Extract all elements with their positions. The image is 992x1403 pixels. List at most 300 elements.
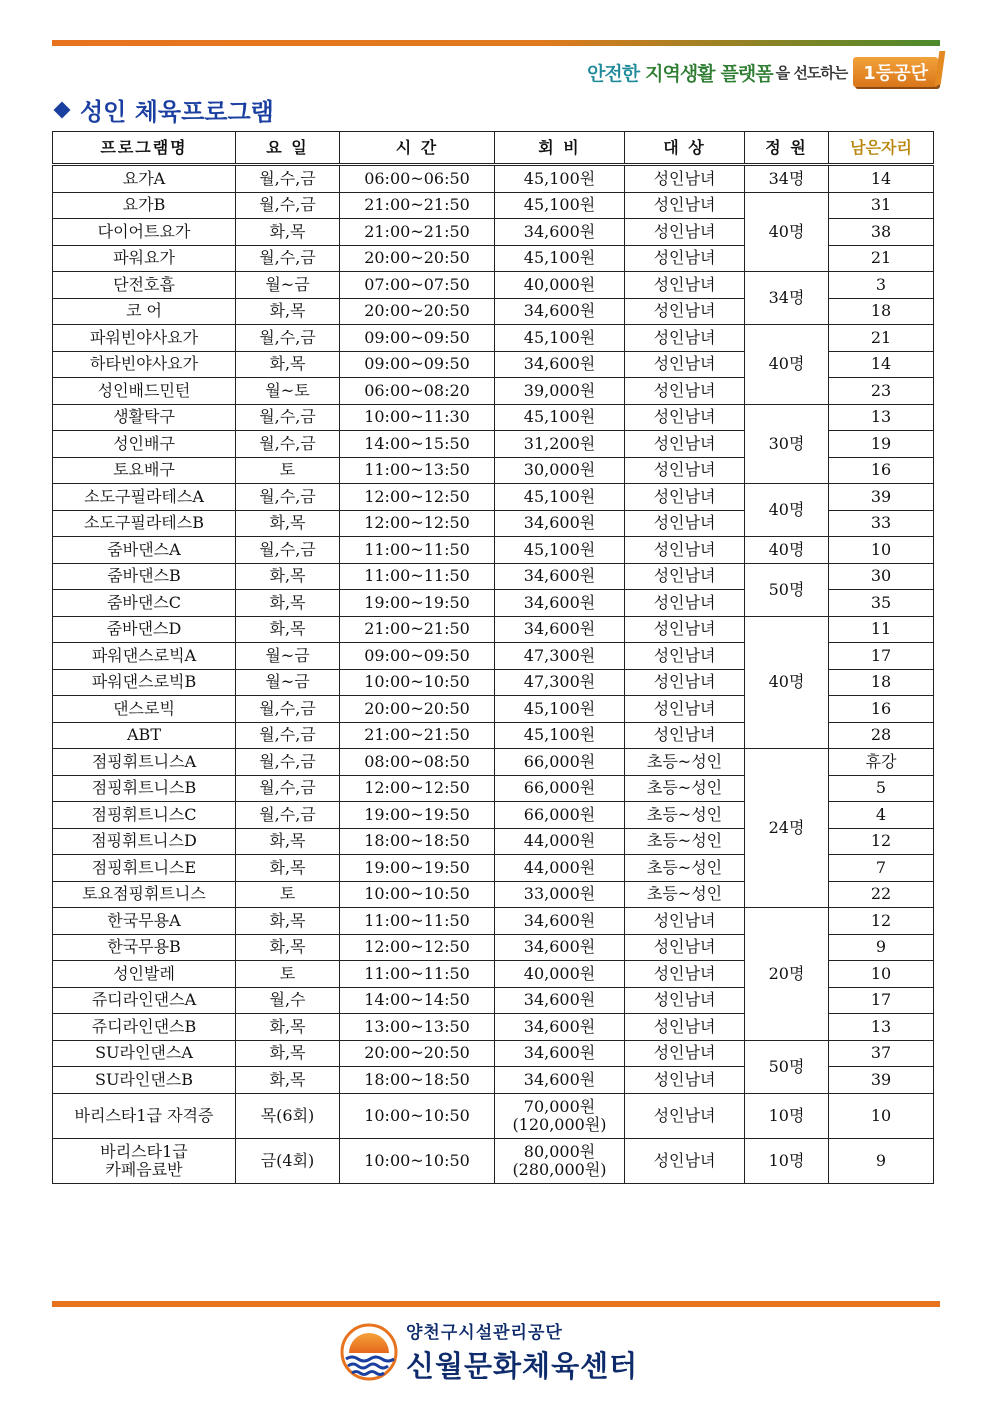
cell-capacity-text: 50명 — [768, 1056, 805, 1076]
cell-name — [53, 245, 236, 272]
cell-target-text: 성인남녀 — [653, 539, 716, 559]
cell-fee-text: 40,000원 — [523, 963, 596, 983]
cell-target — [625, 1138, 745, 1183]
cell-target — [625, 510, 745, 537]
cell-target — [625, 325, 745, 352]
cell-remaining-text: 11 — [870, 619, 892, 639]
cell-fee-text: 34,600원 — [523, 354, 596, 374]
cell-name-text: 줌바댄스A — [107, 539, 181, 559]
cell-target — [625, 245, 745, 272]
cell-capacity-text: 24명 — [768, 818, 805, 838]
cell-days-text: 월,수,금 — [259, 168, 316, 188]
cell-target-text: 성인남녀 — [653, 592, 716, 612]
cell-target-text: 성인남녀 — [653, 274, 716, 294]
cell-remaining — [829, 802, 934, 829]
cell-days — [236, 961, 340, 988]
cell-time — [340, 1093, 495, 1138]
cell-days — [236, 1014, 340, 1041]
cell-target — [625, 775, 745, 802]
cell-remaining-text: 7 — [875, 857, 887, 877]
cell-time — [340, 378, 495, 405]
cell-target — [625, 165, 745, 193]
cell-remaining-text: 37 — [870, 1043, 892, 1063]
cell-remaining — [829, 298, 934, 325]
cell-fee — [495, 987, 625, 1014]
cell-days — [236, 749, 340, 776]
cell-days — [236, 987, 340, 1014]
cell-capacity — [745, 616, 829, 749]
cell-fee-text: 34,600원 — [523, 990, 596, 1010]
cell-days — [236, 165, 340, 193]
cell-target-text: 성인남녀 — [653, 1150, 716, 1170]
table-row — [53, 908, 934, 935]
cell-name — [53, 298, 236, 325]
program-table — [52, 131, 934, 1184]
cell-target-text: 성인남녀 — [653, 221, 716, 241]
cell-name-text: 단전호흡 — [113, 274, 175, 294]
cell-fee-subtext: (280,000원) — [512, 1159, 607, 1179]
cell-remaining-text: 33 — [870, 513, 892, 533]
cell-days — [236, 643, 340, 670]
cell-remaining — [829, 563, 934, 590]
cell-remaining-text: 10 — [870, 539, 892, 559]
footer-center-name: 신월문화체육센터 — [406, 1349, 639, 1383]
footer — [340, 1318, 638, 1385]
cell-days — [236, 616, 340, 643]
cell-name-text: 점핑휘트니스B — [91, 778, 197, 798]
cell-fee — [495, 563, 625, 590]
table-row — [53, 165, 934, 193]
cell-remaining-text: 9 — [875, 937, 887, 957]
cell-time-text: 08:00~08:50 — [364, 751, 470, 771]
cell-time — [340, 1138, 495, 1183]
cell-target-text: 성인남녀 — [653, 910, 716, 930]
cell-name-text: 요가B — [122, 195, 166, 215]
cell-capacity-text: 34명 — [768, 288, 805, 308]
cell-fee-text: 34,600원 — [523, 1069, 596, 1089]
cell-name — [53, 1093, 236, 1138]
cell-time-text: 11:00~13:50 — [364, 460, 470, 480]
cell-days — [236, 1067, 340, 1094]
cell-remaining — [829, 1040, 934, 1067]
cell-remaining-text: 휴강 — [865, 751, 897, 771]
cell-name — [53, 987, 236, 1014]
cell-time-text: 07:00~07:50 — [364, 274, 470, 294]
cell-remaining — [829, 165, 934, 193]
cell-target-text: 성인남녀 — [653, 937, 716, 957]
cell-target — [625, 934, 745, 961]
cell-name — [53, 855, 236, 882]
cell-name-text: 코 어 — [126, 301, 162, 321]
cell-target — [625, 1014, 745, 1041]
cell-capacity-text: 40명 — [768, 539, 805, 559]
cell-name-text: 바리스타1급 — [100, 1141, 188, 1161]
cell-fee — [495, 722, 625, 749]
cell-days — [236, 934, 340, 961]
cell-time — [340, 881, 495, 908]
cell-time-text: 21:00~21:50 — [364, 221, 470, 241]
cell-remaining-text: 13 — [870, 407, 892, 427]
cell-target — [625, 378, 745, 405]
cell-days — [236, 404, 340, 431]
cell-time — [340, 351, 495, 378]
cell-days-text: 화,목 — [269, 1016, 306, 1036]
cell-remaining-text: 31 — [870, 195, 892, 215]
cell-days — [236, 192, 340, 219]
cell-target — [625, 696, 745, 723]
footer-org: 양천구시설관리공단 — [406, 1323, 563, 1343]
cell-name-subtext: 카페음료반 — [105, 1159, 183, 1179]
cell-time-text: 11:00~11:50 — [364, 963, 470, 983]
cell-remaining-text: 9 — [875, 1150, 887, 1170]
cell-fee-text: 45,100원 — [523, 698, 596, 718]
cell-name — [53, 669, 236, 696]
cell-target — [625, 590, 745, 617]
cell-fee-text: 34,600원 — [523, 619, 596, 639]
cell-fee — [495, 325, 625, 352]
cell-name-text: 파워댄스로빅A — [91, 645, 197, 665]
cell-fee — [495, 378, 625, 405]
cell-name-text: 생활탁구 — [113, 407, 175, 427]
cell-fee — [495, 961, 625, 988]
header-fee: 회 비 — [495, 132, 625, 165]
cell-time-text: 18:00~18:50 — [364, 1069, 470, 1089]
cell-remaining — [829, 325, 934, 352]
cell-time-text: 21:00~21:50 — [364, 725, 470, 745]
cell-fee — [495, 590, 625, 617]
table-row — [53, 1138, 934, 1183]
cell-days-text: 화,목 — [269, 592, 306, 612]
cell-days — [236, 590, 340, 617]
cell-days — [236, 828, 340, 855]
cell-fee-text: 31,200원 — [523, 433, 596, 453]
cell-remaining-text: 17 — [870, 990, 892, 1010]
cell-name-text: 파워요가 — [113, 248, 175, 268]
cell-name-text: 파워빈야사요가 — [89, 327, 199, 347]
cell-capacity — [745, 165, 829, 193]
cell-fee-text: 44,000원 — [523, 831, 596, 851]
cell-fee — [495, 510, 625, 537]
cell-fee-text: 34,600원 — [523, 937, 596, 957]
cell-name-text: ABT — [127, 725, 161, 745]
cell-remaining-text: 14 — [870, 354, 892, 374]
cell-fee-text: 45,100원 — [523, 327, 596, 347]
cell-fee — [495, 484, 625, 511]
cell-target-text: 초등~성인 — [646, 831, 723, 851]
cell-time — [340, 404, 495, 431]
cell-fee — [495, 457, 625, 484]
cell-fee — [495, 351, 625, 378]
cell-days-text: 월,수,금 — [259, 778, 316, 798]
table-row — [53, 325, 934, 352]
cell-remaining-text: 12 — [870, 910, 892, 930]
cell-remaining — [829, 696, 934, 723]
cell-capacity — [745, 1040, 829, 1093]
cell-time — [340, 908, 495, 935]
cell-fee — [495, 696, 625, 723]
cell-name-text: 다이어트요가 — [97, 221, 191, 241]
bottom-divider — [52, 1301, 940, 1307]
cell-time — [340, 855, 495, 882]
cell-fee — [495, 1014, 625, 1041]
cell-fee — [495, 165, 625, 193]
cell-days-text: 화,목 — [269, 937, 306, 957]
cell-fee — [495, 404, 625, 431]
cell-remaining-text: 13 — [870, 1016, 892, 1036]
cell-name — [53, 616, 236, 643]
cell-days — [236, 510, 340, 537]
cell-target — [625, 1067, 745, 1094]
cell-target-text: 성인남녀 — [653, 990, 716, 1010]
cell-target-text: 초등~성인 — [646, 857, 723, 877]
cell-days — [236, 272, 340, 299]
cell-time — [340, 325, 495, 352]
cell-name-text: 파워댄스로빅B — [91, 672, 197, 692]
cell-capacity-text: 34명 — [768, 168, 805, 188]
slogan-part-1: 안전한 — [587, 62, 640, 85]
cell-fee-text: 66,000원 — [523, 778, 596, 798]
cell-time-text: 10:00~10:50 — [364, 1150, 470, 1170]
cell-remaining-text: 21 — [870, 327, 892, 347]
cell-fee-text: 44,000원 — [523, 857, 596, 877]
cell-days-text: 화,목 — [269, 910, 306, 930]
cell-target-text: 성인남녀 — [653, 566, 716, 586]
cell-days-text: 월,수,금 — [259, 195, 316, 215]
cell-days — [236, 669, 340, 696]
cell-target-text: 초등~성인 — [646, 804, 723, 824]
cell-remaining — [829, 1093, 934, 1138]
cell-remaining — [829, 537, 934, 564]
header-capacity: 정 원 — [745, 132, 829, 165]
cell-target-text: 성인남녀 — [653, 301, 716, 321]
cell-fee — [495, 669, 625, 696]
cell-capacity-text: 50명 — [768, 579, 805, 599]
cell-name — [53, 1138, 236, 1183]
cell-name-text: 줌바댄스B — [107, 566, 181, 586]
cell-fee-text: 70,000원 — [523, 1096, 596, 1116]
cell-capacity — [745, 484, 829, 537]
cell-time — [340, 934, 495, 961]
cell-remaining — [829, 961, 934, 988]
cell-capacity-text: 40명 — [768, 672, 805, 692]
cell-time — [340, 696, 495, 723]
cell-remaining — [829, 855, 934, 882]
cell-capacity-text: 10명 — [768, 1150, 805, 1170]
cell-days-text: 월,수,금 — [259, 725, 316, 745]
cell-days-text: 월,수,금 — [259, 539, 316, 559]
cell-time — [340, 616, 495, 643]
cell-fee-text: 30,000원 — [523, 460, 596, 480]
cell-days-text: 토 — [279, 460, 296, 480]
cell-days-text: 화,목 — [269, 513, 306, 533]
cell-time — [340, 590, 495, 617]
cell-days — [236, 1093, 340, 1138]
cell-fee — [495, 828, 625, 855]
header-name: 프로그램명 — [53, 132, 236, 165]
cell-days — [236, 325, 340, 352]
cell-name — [53, 1040, 236, 1067]
cell-name — [53, 881, 236, 908]
cell-capacity — [745, 749, 829, 908]
cell-time-text: 12:00~12:50 — [364, 778, 470, 798]
cell-capacity-text: 20명 — [768, 963, 805, 983]
cell-days — [236, 1138, 340, 1183]
cell-remaining-text: 39 — [870, 486, 892, 506]
cell-fee-text: 34,600원 — [523, 513, 596, 533]
cell-remaining-text: 3 — [875, 274, 887, 294]
cell-target-text: 성인남녀 — [653, 486, 716, 506]
cell-name-text: 한국무용B — [107, 937, 181, 957]
header-time: 시 간 — [340, 132, 495, 165]
header-target: 대 상 — [625, 132, 745, 165]
cell-remaining — [829, 934, 934, 961]
header-remaining: 남은자리 — [829, 132, 934, 165]
cell-remaining-text: 16 — [870, 698, 892, 718]
table-row — [53, 404, 934, 431]
cell-time — [340, 722, 495, 749]
table-row — [53, 616, 934, 643]
table-body — [53, 165, 934, 1184]
cell-name-text: SU라인댄스B — [94, 1069, 194, 1089]
cell-fee-text: 45,100원 — [523, 407, 596, 427]
cell-name — [53, 325, 236, 352]
cell-target-text: 성인남녀 — [653, 1069, 716, 1089]
cell-fee — [495, 855, 625, 882]
cell-target — [625, 1093, 745, 1138]
cell-target — [625, 351, 745, 378]
cell-remaining-text: 18 — [870, 672, 892, 692]
cell-name-text: 점핑휘트니스D — [91, 831, 197, 851]
cell-target — [625, 192, 745, 219]
cell-capacity-text: 40명 — [768, 221, 805, 241]
cell-days-text: 월,수,금 — [259, 248, 316, 268]
cell-days — [236, 1040, 340, 1067]
section-title-text: 성인 체육프로그램 — [80, 98, 274, 126]
cell-time-text: 13:00~13:50 — [364, 1016, 470, 1036]
cell-remaining — [829, 484, 934, 511]
cell-remaining — [829, 669, 934, 696]
cell-days-text: 월~금 — [265, 274, 310, 294]
cell-days-text: 화,목 — [269, 619, 306, 639]
cell-target-text: 성인남녀 — [653, 168, 716, 188]
cell-fee-text: 34,600원 — [523, 566, 596, 586]
cell-name — [53, 272, 236, 299]
cell-time — [340, 245, 495, 272]
cell-fee-text: 34,600원 — [523, 1016, 596, 1036]
cell-time — [340, 961, 495, 988]
cell-name — [53, 749, 236, 776]
cell-days — [236, 775, 340, 802]
cell-target-text: 성인남녀 — [653, 645, 716, 665]
cell-target — [625, 219, 745, 246]
cell-fee-text: 45,100원 — [523, 725, 596, 745]
cell-time-text: 10:00~10:50 — [364, 884, 470, 904]
cell-target — [625, 298, 745, 325]
cell-remaining-text: 35 — [870, 592, 892, 612]
cell-remaining — [829, 643, 934, 670]
cell-name — [53, 192, 236, 219]
cell-target-text: 성인남녀 — [653, 460, 716, 480]
cell-name — [53, 219, 236, 246]
cell-days — [236, 457, 340, 484]
table-row — [53, 1040, 934, 1067]
cell-days-text: 월~금 — [265, 672, 310, 692]
table-row — [53, 537, 934, 564]
cell-remaining-text: 12 — [870, 831, 892, 851]
cell-days-text: 금(4회) — [260, 1150, 315, 1170]
table-row — [53, 563, 934, 590]
cell-time — [340, 219, 495, 246]
cell-time — [340, 775, 495, 802]
cell-name — [53, 722, 236, 749]
cell-name — [53, 775, 236, 802]
cell-days — [236, 219, 340, 246]
cell-fee-text: 66,000원 — [523, 804, 596, 824]
cell-time — [340, 272, 495, 299]
cell-time-text: 20:00~20:50 — [364, 1043, 470, 1063]
cell-time-text: 09:00~09:50 — [364, 327, 470, 347]
cell-remaining-text: 19 — [870, 433, 892, 453]
cell-fee-text: 45,100원 — [523, 168, 596, 188]
cell-days — [236, 908, 340, 935]
cell-days — [236, 722, 340, 749]
cell-name-text: 토요배구 — [113, 460, 175, 480]
cell-days — [236, 802, 340, 829]
cell-target-text: 성인남녀 — [653, 698, 716, 718]
cell-name-text: 쥬디라인댄스B — [91, 1016, 197, 1036]
cell-name — [53, 802, 236, 829]
cell-fee — [495, 616, 625, 643]
cell-name-text: 성인발레 — [113, 963, 175, 983]
cell-remaining-text: 23 — [870, 380, 892, 400]
cell-fee-text: 34,600원 — [523, 592, 596, 612]
cell-fee — [495, 934, 625, 961]
cell-remaining — [829, 272, 934, 299]
cell-capacity — [745, 1093, 829, 1138]
cell-name — [53, 404, 236, 431]
slogan-part-4: 을 선도하는 — [775, 63, 848, 82]
cell-days-text: 월,수,금 — [259, 327, 316, 347]
cell-target — [625, 563, 745, 590]
cell-days-text: 화,목 — [269, 354, 306, 374]
cell-time-text: 21:00~21:50 — [364, 619, 470, 639]
cell-time — [340, 563, 495, 590]
cell-time — [340, 298, 495, 325]
cell-days — [236, 563, 340, 590]
cell-name-text: 성인배구 — [113, 433, 175, 453]
cell-target — [625, 855, 745, 882]
cell-target — [625, 643, 745, 670]
cell-name — [53, 431, 236, 458]
cell-remaining-text: 10 — [870, 963, 892, 983]
cell-name-text: 토요점핑휘트니스 — [82, 884, 206, 904]
cell-days-text: 화,목 — [269, 1043, 306, 1063]
cell-remaining-text: 38 — [870, 221, 892, 241]
cell-fee — [495, 881, 625, 908]
cell-days-text: 월,수,금 — [259, 804, 316, 824]
cell-name — [53, 590, 236, 617]
cell-time-text: 10:00~10:50 — [364, 1105, 470, 1125]
cell-remaining — [829, 828, 934, 855]
cell-time-text: 12:00~12:50 — [364, 937, 470, 957]
cell-remaining-text: 30 — [870, 566, 892, 586]
cell-fee-text: 47,300원 — [523, 645, 596, 665]
cell-remaining — [829, 1138, 934, 1183]
table-row — [53, 1093, 934, 1138]
cell-days-text: 화,목 — [269, 831, 306, 851]
cell-name-text: SU라인댄스A — [95, 1043, 193, 1063]
cell-remaining — [829, 378, 934, 405]
